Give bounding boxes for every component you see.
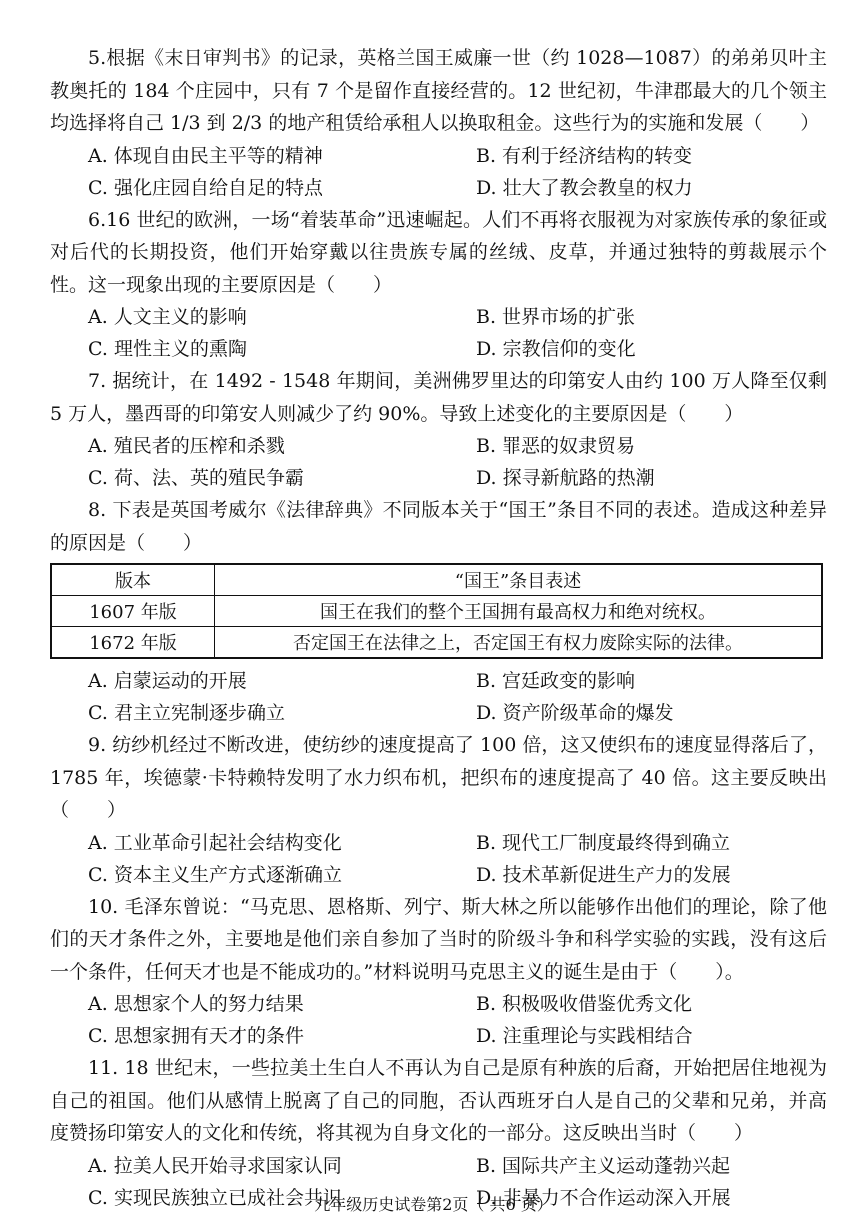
option-a: A. 体现自由民主平等的精神 [88, 144, 323, 167]
table-header: “国王”条目表述 [215, 564, 823, 596]
option-b: B. 罪恶的奴隶贸易 [476, 435, 636, 457]
question-stem: 5.根据《末日审判书》的记录，英格兰国王威廉一世（约 1028—1087）的弟弟贝叶主教奥托的 184 个庄园中，只有 7 个是留作直接经营的。12 世纪初，牛津郡最大的几个领主均选择将自己 1/3 到 2/3 的地产租赁给承租人以换取租金。这些行为的实施和发展（ ） [50, 47, 827, 134]
question-10 [50, 891, 827, 1053]
question-stem: 10. 毛泽东曾说：“马克思、恩格斯、列宁、斯大林之所以能够作出他们的理论，除了他们的天才条件之外，主要地是他们亲自参加了当时的阶级斗争和科学实验的实践，没有这后一个条件，任何天才也是不能成功的。”材料说明马克思主义的诞生是由于（ ）。 [50, 895, 827, 983]
option-d: D. 壮大了教会教皇的权力 [476, 176, 693, 199]
options [50, 827, 827, 891]
law-dictionary-table [50, 563, 823, 659]
table-header: 版本 [51, 564, 215, 596]
option-d: D. 宗教信仰的变化 [476, 338, 636, 360]
option-c: C. 思想家拥有天才的条件 [88, 1025, 304, 1047]
table-cell: 1672 年版 [51, 627, 215, 659]
question-stem: 7. 据统计，在 1492 - 1548 年期间，美洲佛罗里达的印第安人由约 100 万人降至仅剩 5 万人，墨西哥的印第安人则减少了约 90%。导致上述变化的主要原因是（ ） [50, 370, 827, 425]
table-row [51, 627, 822, 659]
option-c: C. 荷、法、英的殖民争霸 [88, 467, 304, 489]
question-9 [50, 729, 827, 891]
question-5 [50, 42, 827, 204]
option-b: B. 宫廷政变的影响 [476, 670, 636, 692]
page-footer: 九年级历史试卷第2页（ 共6 页） [314, 1195, 553, 1214]
option-c: C. 资本主义生产方式逐渐确立 [88, 863, 342, 886]
option-a: A. 殖民者的压榨和杀戮 [88, 435, 285, 457]
table-cell: 否定国王在法律之上，否定国王有权力废除实际的法律。 [215, 627, 823, 659]
option-d: D. 资产阶级革命的爆发 [476, 702, 674, 724]
option-c: C. 强化庄园自给自足的特点 [88, 176, 323, 199]
option-d: D. 注重理论与实践相结合 [476, 1025, 693, 1047]
question-stem: 9. 纺纱机经过不断改进，使纺纱的速度提高了 100 倍，这又使织布的速度显得落后了，1785 年，埃德蒙·卡特赖特发明了水力织布机，把织布的速度提高了 40 倍。这主要反映出（ ） [50, 734, 827, 821]
question-8 [50, 494, 827, 729]
option-a: A. 工业革命引起社会结构变化 [88, 831, 342, 854]
option-d: D. 探寻新航路的热潮 [476, 467, 655, 489]
table-cell: 1607 年版 [51, 596, 215, 627]
question-stem: 11. 18 世纪末，一些拉美土生白人不再认为自己是原有种族的后裔，开始把居住地视为自己的祖国。他们从感情上脱离了自己的同胞，否认西班牙白人是自己的父辈和兄弟，并高度赞扬印第安人的文化和传统，将其视为自身文化的一部分。这反映出当时（ ） [50, 1057, 827, 1144]
question-6 [50, 204, 827, 366]
option-b: B. 积极吸收借鉴优秀文化 [476, 993, 693, 1015]
table-cell: 国王在我们的整个王国拥有最高权力和绝对统权。 [215, 596, 823, 627]
option-c: C. 理性主义的熏陶 [88, 338, 247, 360]
question-7 [50, 365, 827, 494]
option-a: A. 启蒙运动的开展 [88, 670, 247, 692]
options [50, 301, 827, 365]
options [50, 430, 827, 494]
option-a: A. 思想家个人的努力结果 [88, 993, 304, 1015]
option-d: D. 非暴力不合作运动深入开展 [476, 1186, 731, 1209]
option-c: C. 实现民族独立已成社会共识 [88, 1186, 342, 1209]
question-stem: 6.16 世纪的欧洲，一场“着装革命”迅速崛起。人们不再将衣服视为对家族传承的象征或对后代的长期投资，他们开始穿戴以往贵族专属的丝绒、皮草，并通过独特的剪裁展示个性。这一现象出现的主要原因是（ ） [50, 208, 827, 296]
option-a: A. 人文主义的影响 [88, 306, 247, 328]
option-a: A. 拉美人民开始寻求国家认同 [88, 1154, 342, 1177]
option-b: B. 现代工厂制度最终得到确立 [476, 831, 731, 854]
option-b: B. 有利于经济结构的转变 [476, 144, 693, 167]
options [50, 665, 827, 729]
question-stem: 8. 下表是英国考威尔《法律辞典》不同版本关于“国王”条目不同的表述。造成这种差异的原因是（ ） [50, 499, 827, 554]
option-d: D. 技术革新促进生产力的发展 [476, 863, 731, 886]
option-b: B. 国际共产主义运动蓬勃兴起 [476, 1154, 731, 1177]
option-c: C. 君主立宪制逐步确立 [88, 702, 285, 724]
question-11 [50, 1052, 827, 1214]
table-row [51, 596, 822, 627]
option-b: B. 世界市场的扩张 [476, 306, 636, 328]
options [50, 988, 827, 1052]
options [50, 140, 827, 204]
table-header-row [51, 564, 822, 596]
